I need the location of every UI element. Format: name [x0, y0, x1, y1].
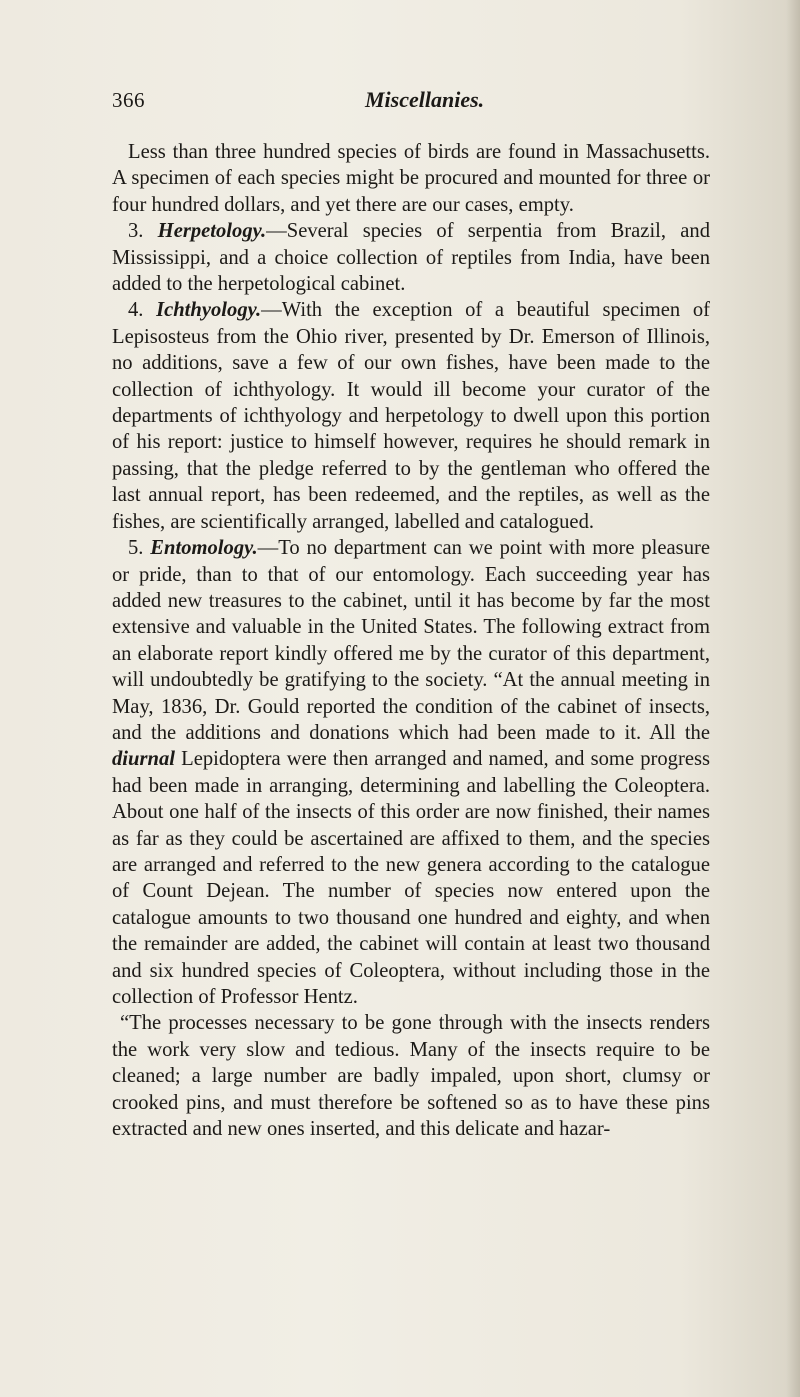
paragraph-ichthyology: [112, 297, 710, 535]
section-heading: Herpetology.: [157, 220, 267, 243]
paragraph-text: —With the exception of a beautiful specimen of Lepisosteus from the Ohio river, presented by Dr. Emerson of Illinois, no additions, save a few of our own fishes, have been made to the collection of ichthyology. It would ill become your curator of the departments of ichthyology and herpetology to dwell upon this portion of his report: justice to himself however, requires he should remark in passing, that the pledge referred to by the gentleman who offered the last annual report, has been redeemed, and the reptiles, as well as the fishes, are scientifically arranged, labelled and catalogued.: [112, 299, 710, 533]
running-title: Miscellanies.: [365, 87, 485, 112]
section-number: 5.: [128, 537, 144, 560]
paragraph-text: —Several species of serpentia from Brazil, and Mississippi, and a choice collection of reptiles from India, have been added to the herpetological cabinet.: [112, 220, 710, 296]
section-number: 3.: [128, 220, 144, 243]
paragraph-herpetology: [112, 218, 710, 297]
section-heading: Entomology.: [150, 537, 258, 560]
paragraph-birds: [112, 139, 710, 218]
page-edge-shadow: [786, 0, 800, 1397]
paragraph-text: —To no department can we point with more pleasure or pride, than to that of our entomology. Each succeeding year has added new treasures to the cabinet, until it has become by far the most extensive and valuable in the United States. The following extract from an elaborate report kindly offered me by the curator of this department, will undoubtedly be gratifying to the society. “At the annual meeting in May, 1836, Dr. Gould reported the condition of the cabinet of insects, and the additions and donations which had been made to it. All the: [112, 537, 710, 744]
section-number: 4.: [128, 299, 144, 322]
emphasis-diurnal: diurnal: [112, 748, 175, 771]
body-text: [112, 139, 710, 1142]
paragraph-text: Lepidoptera were then arranged and named, and some progress had been made in arranging, determining and labelling the Coleoptera. About one half of the insects of this order are now finished, their names as far as they could be ascertained are affixed to them, and the species are arranged and referred to the new genera according to the catalogue of Count Dejean. The number of species now entered upon the catalogue amounts to two thousand one hundred and eighty, and when the remainder are added, the cabinet will contain at least two thousand and six hundred species of Coleoptera, without including those in the collection of Professor Hentz.: [112, 748, 710, 1008]
section-heading: Ichthyology.: [156, 299, 262, 322]
paragraph-processes: [112, 1010, 710, 1142]
paragraph-text: “The processes necessary to be gone through with the insects renders the work very slow and tedious. Many of the insects require to be cleaned; a large number are badly impaled, upon short, clumsy or crooked pins, and must therefore be softened so as to have these pins extracted and new ones inserted, and this delicate and hazar-: [112, 1012, 710, 1141]
paragraph-entomology: [112, 535, 710, 1010]
page-header: [0, 88, 800, 118]
paragraph-text: Less than three hundred species of birds are found in Massachusetts. A specimen of each species might be procured and mounted for three or four hundred dollars, and yet there are our cases, empty.: [112, 141, 710, 216]
page-number: 366: [112, 88, 145, 112]
